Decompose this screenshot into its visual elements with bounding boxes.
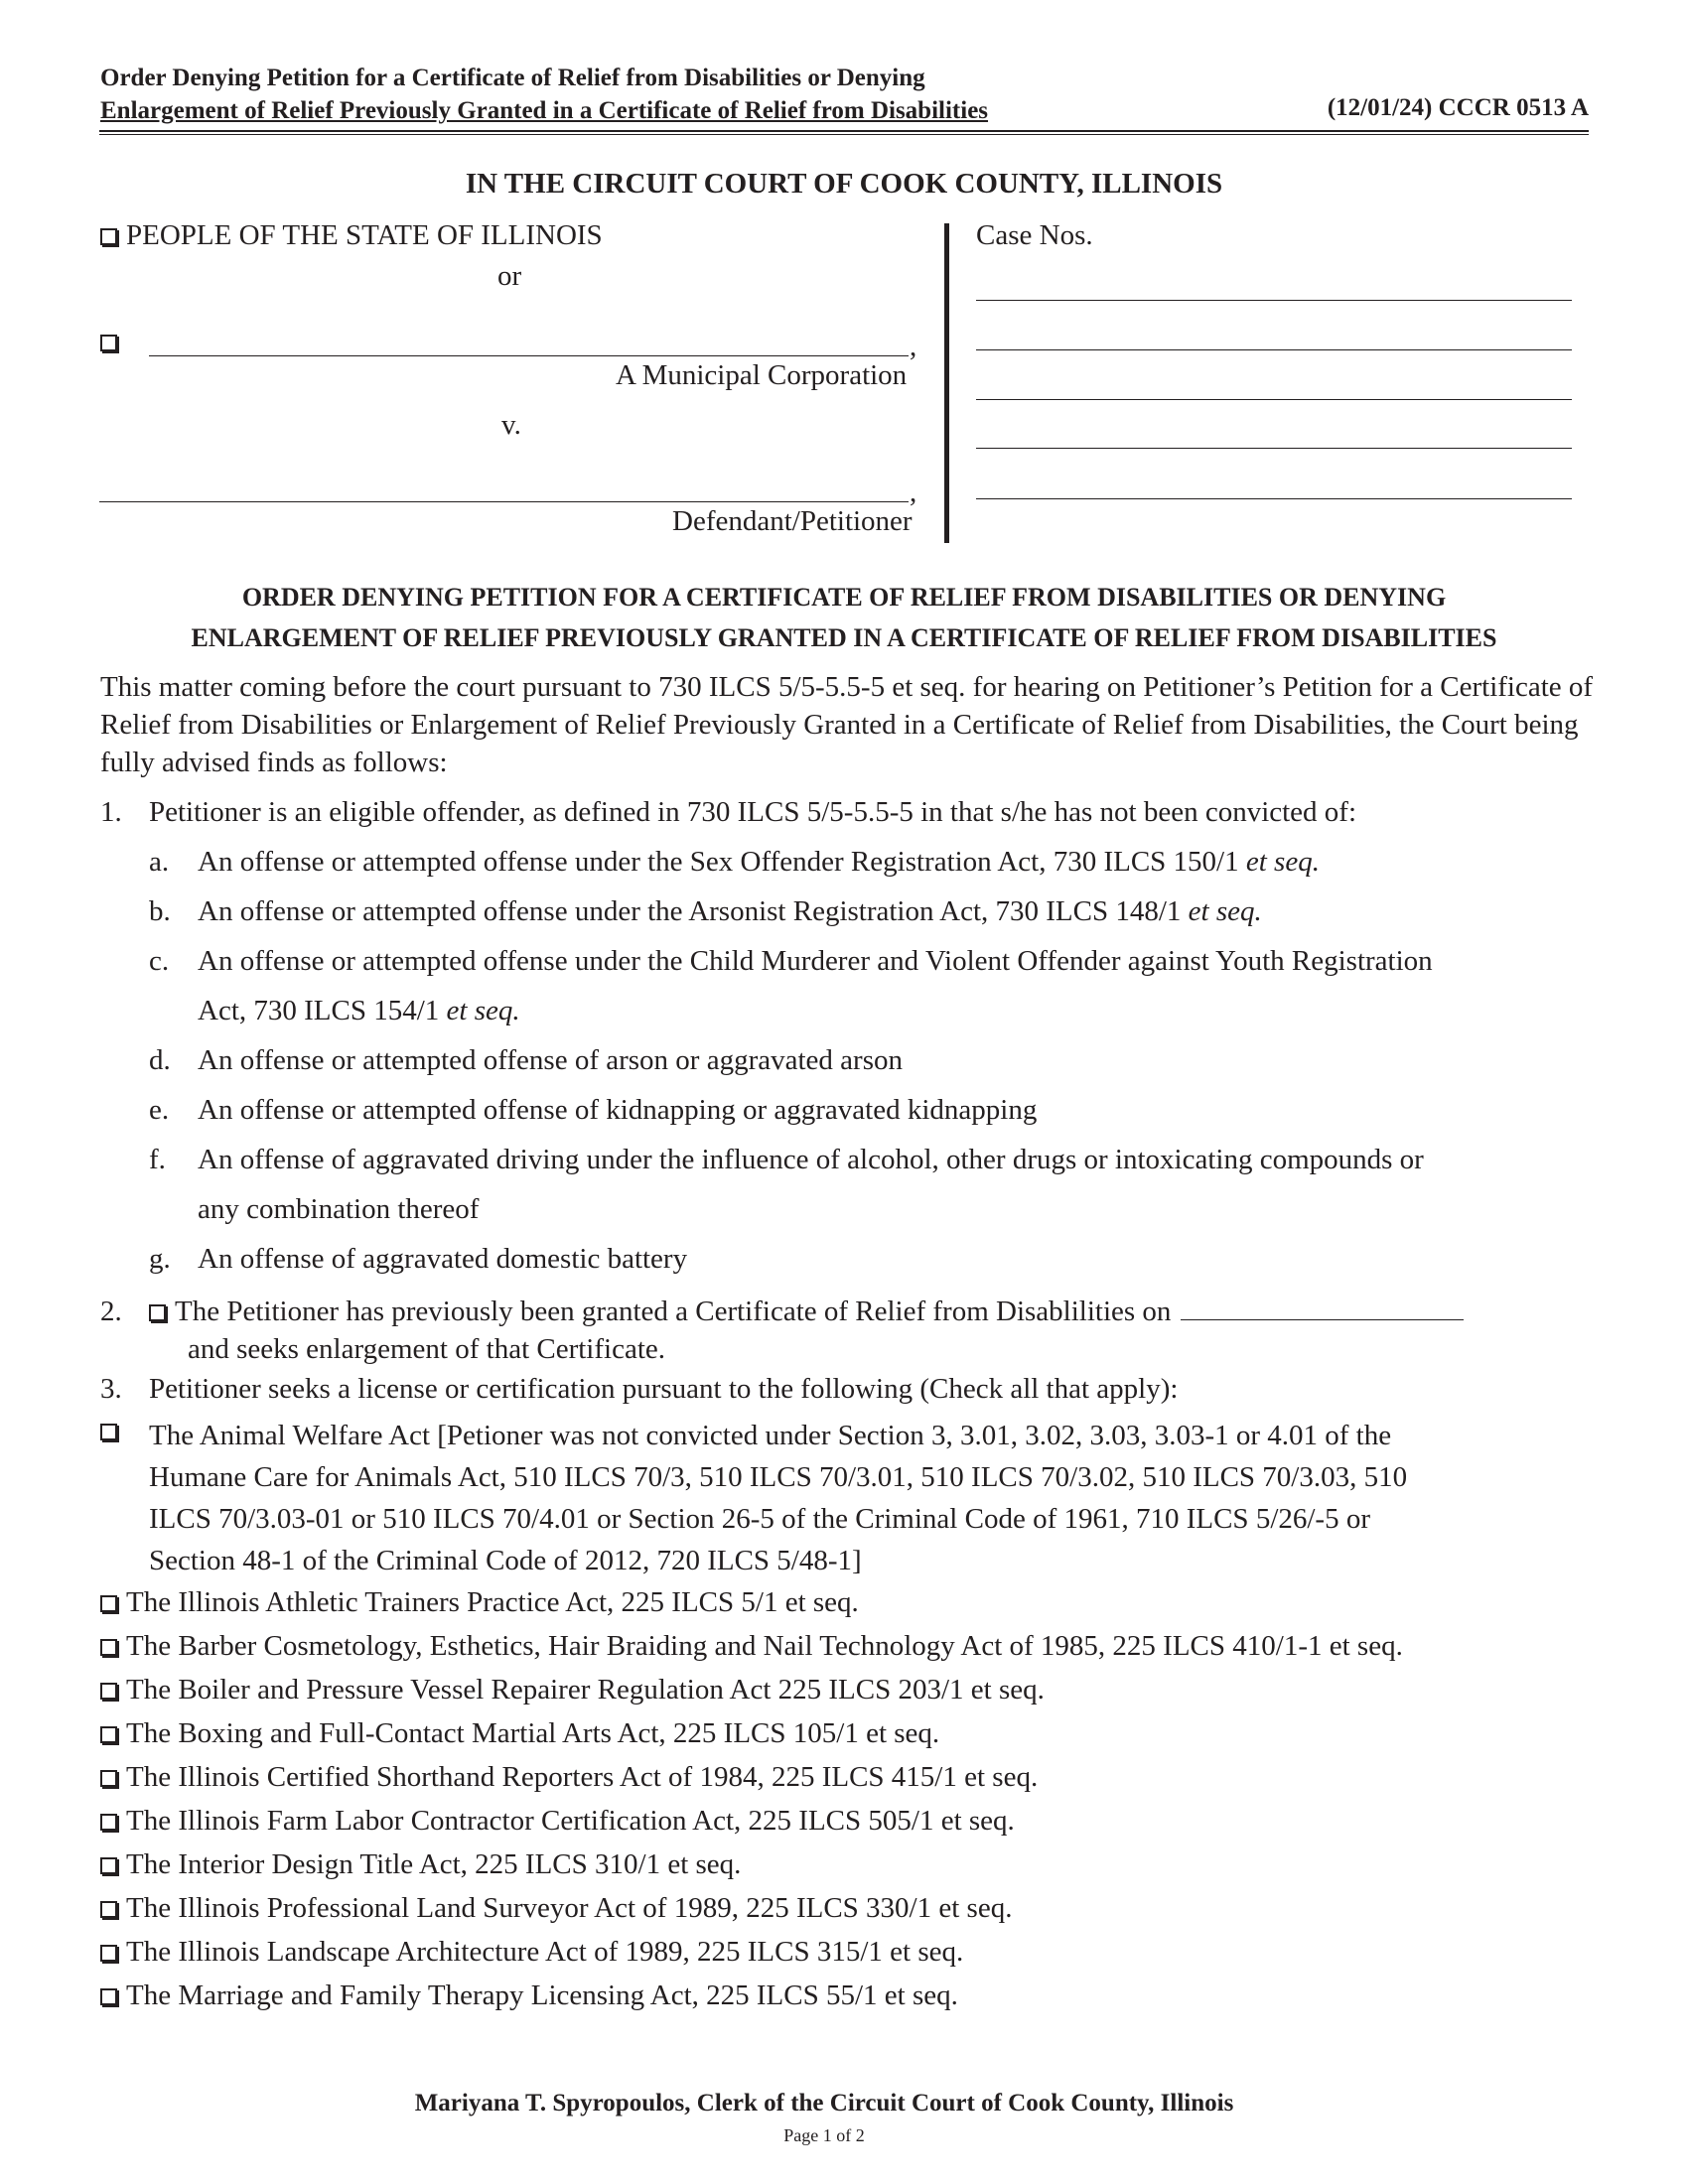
case-nos-label: Case Nos. [976, 219, 1093, 251]
defendant-name-field[interactable] [99, 501, 909, 502]
act-checkbox[interactable] [100, 1901, 117, 1918]
subitem-f-cont: any combination thereof [198, 1193, 480, 1225]
form-header-title [100, 62, 988, 127]
act-checkbox[interactable] [100, 1857, 117, 1874]
order-title-line1: ORDER DENYING PETITION FOR A CERTIFICATE OF RELIEF FROM DISABILITIES OR DENYING [241, 583, 1447, 612]
act-label-line: Section 48-1 of the Criminal Code of 2012, 720 ILCS 5/48-1] [149, 1545, 862, 1576]
act-option-shorthand-reporters [100, 1761, 1038, 1794]
act-option-athletic-trainers [100, 1586, 859, 1619]
subitem-letter: a. [149, 846, 170, 878]
act-label: The Interior Design Title Act, 225 ILCS 310/1 et seq. [126, 1848, 742, 1880]
act-option-boxing-martial-arts [100, 1717, 939, 1750]
comma: , [910, 477, 917, 508]
municipality-checkbox[interactable] [100, 335, 117, 351]
act-checkbox[interactable] [100, 1424, 117, 1440]
header-divider [99, 130, 1589, 132]
act-label-line: The Animal Welfare Act [Petioner was not convicted under Section 3, 3.01, 3.02, 3.03, 3.03-1 or 4.01 of the [149, 1420, 1392, 1451]
subitem-c: An offense or attempted offense under the Child Murderer and Violent Offender against Youth Registration [198, 945, 1433, 977]
act-checkbox[interactable] [100, 1988, 117, 2005]
act-checkbox[interactable] [100, 1639, 117, 1656]
subitem-letter: d. [149, 1044, 171, 1076]
act-label [149, 1415, 1407, 1581]
form-header-title-line2: Enlargement of Relief Previously Granted in a Certificate of Relief from Disabilities [100, 97, 989, 124]
prior-grant-date-field[interactable] [1181, 1299, 1464, 1320]
act-label: The Illinois Farm Labor Contractor Certification Act, 225 ILCS 505/1 et seq. [126, 1805, 1015, 1837]
versus-label: v. [501, 409, 521, 441]
form-code: (12/01/24) CCCR 0513 A [1327, 94, 1589, 121]
prior-certificate-checkbox[interactable] [149, 1304, 166, 1321]
order-title [0, 577, 1688, 658]
item-number: 2. [100, 1296, 122, 1327]
subitem-b [198, 895, 1262, 928]
act-checkbox[interactable] [100, 1683, 117, 1700]
form-header-title-line1: Order Denying Petition for a Certificate of Relief from Disabilities or Denying [100, 65, 925, 91]
act-option-interior-design [100, 1848, 741, 1881]
item-number: 3. [100, 1373, 122, 1405]
finding-item-2-cont: and seeks enlargement of that Certificate. [188, 1333, 665, 1365]
act-label: The Boxing and Full-Contact Martial Arts Act, 225 ILCS 105/1 et seq. [126, 1717, 940, 1749]
case-number-field[interactable] [976, 300, 1572, 301]
intro-paragraph: This matter coming before the court pursuant to 730 ILCS 5/5-5.5-5 et seq. for hearing on Petitioner’s Petition for a Certificate of Relief from Disabilities or Enlargement of Relief Previously Granted in a Certificate of Relief from Disabilities, the Court being fully advised finds as follows: [100, 671, 1594, 778]
act-option-barber-cosmetology [100, 1630, 1403, 1663]
act-label: The Illinois Professional Land Surveyor Act of 1989, 225 ILCS 330/1 et seq. [126, 1892, 1013, 1924]
page-number: Page 1 of 2 [783, 2125, 865, 2145]
act-option-marriage-family-therapy [100, 1979, 958, 2012]
finding-item-1 [100, 796, 122, 829]
subitem-tail: et seq. [1245, 846, 1320, 878]
caption-divider [944, 223, 949, 543]
subitem-letter: b. [149, 895, 171, 927]
act-label-line: Humane Care for Animals Act, 510 ILCS 70/3, 510 ILCS 70/3.01, 510 ILCS 70/3.02, 510 ILCS 70/3.03, 510 [149, 1461, 1408, 1493]
act-checkbox[interactable] [100, 1814, 117, 1831]
subitem-text: Act, 730 ILCS 154/1 [198, 995, 440, 1026]
act-option-landscape-architecture [100, 1936, 963, 1969]
act-label: The Barber Cosmetology, Esthetics, Hair Braiding and Nail Technology Act of 1985, 225 ILCS 410/1-1 et seq. [126, 1630, 1403, 1662]
subitem-letter: g. [149, 1243, 171, 1275]
act-label: The Illinois Athletic Trainers Practice Act, 225 ILCS 5/1 et seq. [126, 1586, 859, 1618]
order-title-line2: ENLARGEMENT OF RELIEF PREVIOUSLY GRANTED IN A CERTIFICATE OF RELIEF FROM DISABILITIES [191, 623, 1497, 652]
header-divider-thin [99, 134, 1589, 135]
finding-item-3-text: Petitioner seeks a license or certification pursuant to the following (Check all that apply): [149, 1373, 1179, 1405]
people-checkbox[interactable] [100, 228, 117, 245]
subitem-d: An offense or attempted offense of arson or aggravated arson [198, 1044, 903, 1076]
subitem-letter: e. [149, 1094, 170, 1126]
subitem-e: An offense or attempted offense of kidnapping or aggravated kidnapping [198, 1094, 1038, 1126]
people-label: PEOPLE OF THE STATE OF ILLINOIS [126, 219, 603, 251]
act-option-land-surveyor [100, 1892, 1012, 1925]
finding-item-1-text: Petitioner is an eligible offender, as defined in 730 ILCS 5/5-5.5-5 in that s/he has not been convicted of: [149, 796, 1357, 828]
subitem-tail: et seq. [1188, 895, 1262, 927]
act-label: The Marriage and Family Therapy Licensing Act, 225 ILCS 55/1 et seq. [126, 1979, 958, 2011]
subitem-f: An offense of aggravated driving under the influence of alcohol, other drugs or intoxicating compounds or [198, 1144, 1424, 1175]
subitem-text: An offense or attempted offense under the Sex Offender Registration Act, 730 ILCS 150/1 [198, 846, 1239, 878]
case-number-field[interactable] [976, 399, 1572, 400]
people-option [100, 219, 603, 252]
act-checkbox[interactable] [100, 1726, 117, 1743]
act-option-farm-labor-contractor [100, 1805, 1015, 1838]
subitem-tail: et seq. [446, 995, 520, 1026]
subitem-g: An offense of aggravated domestic battery [198, 1243, 688, 1275]
act-checkbox[interactable] [100, 1595, 117, 1612]
defendant-petitioner-label: Defendant/Petitioner [672, 505, 913, 537]
act-checkbox[interactable] [100, 1770, 117, 1787]
clerk-footer: Mariyana T. Spyropoulos, Clerk of the Circuit Court of Cook County, Illinois [414, 2090, 1234, 2116]
act-label-line: ILCS 70/3.03-01 or 510 ILCS 70/4.01 or Section 26-5 of the Criminal Code of 1961, 710 ILCS 5/26/-5 or [149, 1503, 1370, 1535]
or-label: or [497, 260, 522, 292]
item-number: 1. [100, 796, 122, 828]
subitem-text: An offense or attempted offense under the Arsonist Registration Act, 730 ILCS 148/1 [198, 895, 1182, 927]
subitem-a [198, 846, 1320, 879]
comma: , [910, 331, 917, 362]
act-checkbox[interactable] [100, 1945, 117, 1962]
municipality-option [100, 326, 126, 358]
subitem-letter: f. [149, 1144, 166, 1175]
act-label: The Illinois Landscape Architecture Act of 1989, 225 ILCS 315/1 et seq. [126, 1936, 964, 1968]
case-number-field[interactable] [976, 349, 1572, 350]
act-label: The Boiler and Pressure Vessel Repairer Regulation Act 225 ILCS 203/1 et seq. [126, 1674, 1045, 1706]
finding-item-2-text: The Petitioner has previously been granted a Certificate of Relief from Disablilities on [175, 1296, 1172, 1327]
subitem-letter: c. [149, 945, 170, 977]
act-label: The Illinois Certified Shorthand Reporters Act of 1984, 225 ILCS 415/1 et seq. [126, 1761, 1039, 1793]
case-number-field[interactable] [976, 448, 1572, 449]
subitem-c-cont [198, 995, 520, 1027]
finding-item-2 [149, 1296, 1464, 1328]
court-name: IN THE CIRCUIT COURT OF COOK COUNTY, ILLINOIS [465, 168, 1223, 200]
municipality-name-field[interactable] [149, 355, 909, 356]
act-option-boiler-pressure-vessel [100, 1674, 1045, 1706]
municipal-corporation-label: A Municipal Corporation [616, 359, 908, 391]
case-number-field[interactable] [976, 498, 1572, 499]
